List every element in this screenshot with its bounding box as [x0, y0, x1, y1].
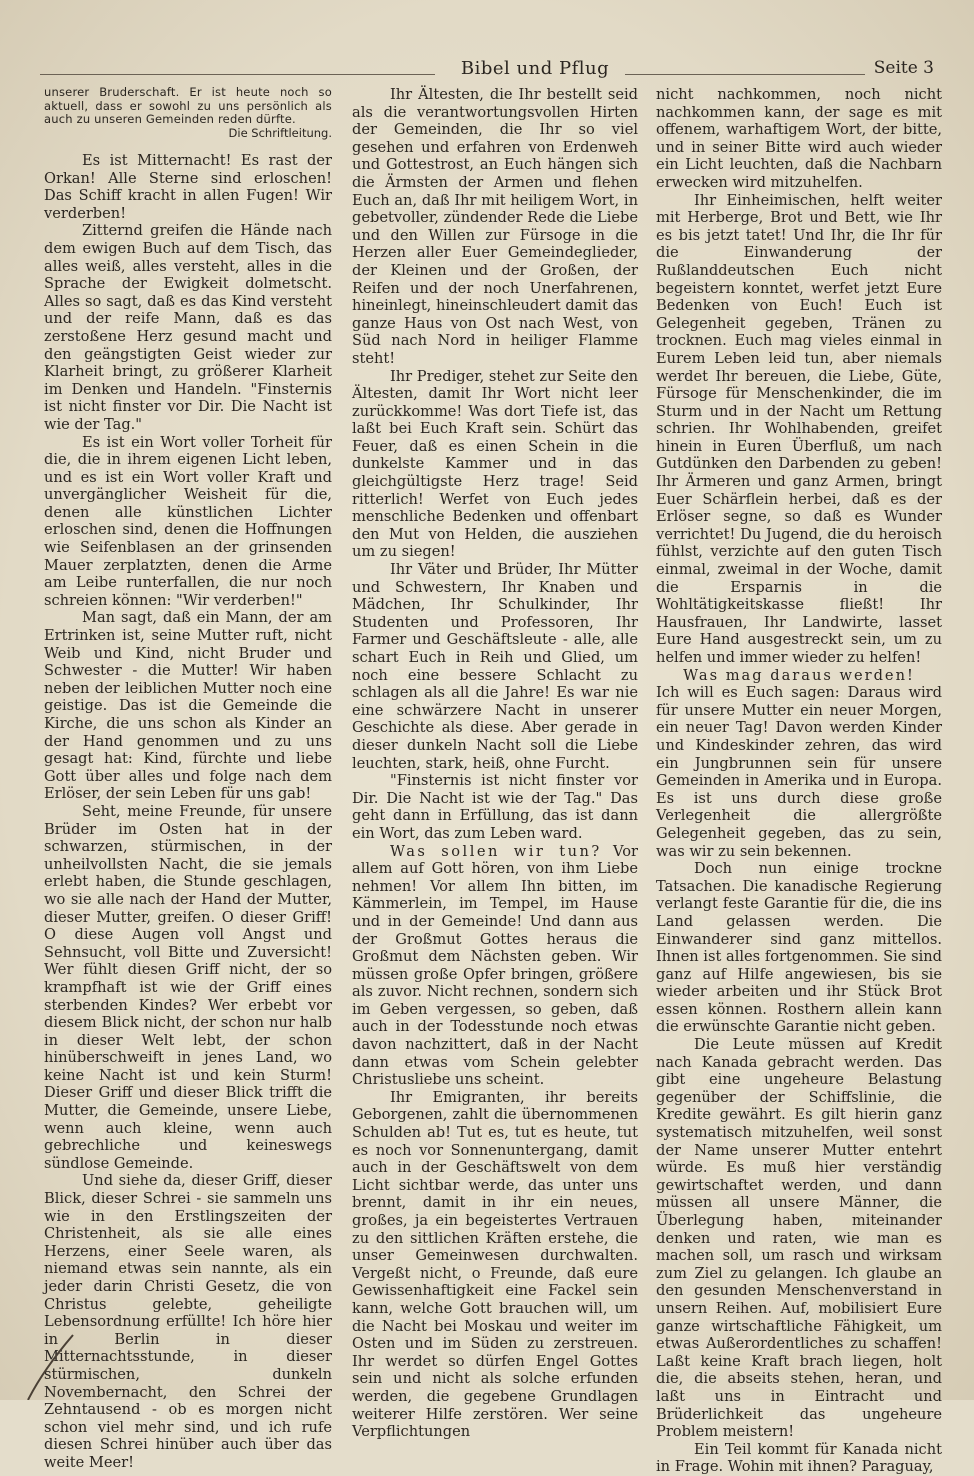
paragraph: Man sagt, daß ein Mann, der am Ertrinken ist, seine Mutter ruft, nicht Weib und Kind, nicht Bruder und Schwester - die Mutter! Wir haben neben der leiblichen Mutter noch eine geistige. Das ist die Gemeinde die Kirche, die uns schon als Kinder an der Hand genommen und zu uns gesagt hat: Kind, fürchte und liebe Gott über alles und folge nach dem Erlöser, der sein Leben für uns gab! [44, 609, 332, 803]
paragraph: Ihr Prediger, stehet zur Seite den Ältesten, damit Ihr Wort nicht leer zurückkomme! Was dort Tiefe ist, das laßt bei Euch Kraft sein. Schürt das Feuer, daß es einen Schein in die dunkelste Kammer und in das gleichgültigste Herz trage! Seid ritterlich! Werfet von Euch jedes menschliche Bedenken und offenbart den Mut von Helden, die ausziehen um zu siegen! [352, 367, 638, 561]
paragraph: Und siehe da, dieser Griff, dieser Blick, dieser Schrei - sie sammeln uns wie in den Erstlingszeiten der Christenheit, als sie alle eines Herzens, einer Seele waren, als niemand etwas sein nannte, als ein jeder darin Christi Gesetz, die von Christus gelebte, geheiligte Lebensordnung erfüllte! Ich höre hier in Berlin in dieser Mitternachtsstunde, in dieser stürmischen, dunkeln Novembernacht, den Schrei der Zehntausend - ob es morgen nicht schon viel mehr sind, und ich rufe diesen Schrei hinüber auch über das weite Meer! [44, 1172, 332, 1471]
paragraph-text: Vor allem auf Gott hören, von ihm Liebe nehmen! Vor allem Ihn bitten, im Kämmerlein, im Tempel, im Hause und in der Gemeinde! Und dann aus der Großmut Gottes heraus die Großmut dem Nächsten geben. Wir müssen große Opfer bringen, größere als zuvor. Nicht rechnen, sondern sich im Geben vergessen, so geben, daß auch in der Todesstunde noch etwas davon nachzittert, daß in der Nacht dann etwas vom Schein gelebter Christusliebe uns scheint. [352, 842, 639, 1089]
paragraph: Es ist ein Wort voller Torheit für die, die in ihrem eigenen Licht leben, und es ist ein Wort voller Kraft und unvergänglicher Weisheit für die, denen alle künstlichen Lichter erloschen sind, denen die Hoffnungen wie Seifenblasen an der grinsenden Mauer zerplatzten, denen die Arme am Leibe runterfallen, die nur noch schreien können: "Wir verderben!" [44, 433, 332, 609]
paragraph: Doch nun einige trockne Tatsachen. Die kanadische Regierung verlangt feste Garantie für die, die ins Land gelassen werden. Die Einwanderer sind ganz mittellos. Ihnen ist alles fortgenommen. Sie sind ganz auf Hilfe angewiesen, bis sie wieder arbeiten und ihr Stück Brot essen können. Rosthern allein kann die erwünschte Garantie nicht geben. [656, 860, 942, 1036]
header-rule-right [625, 74, 865, 75]
page-title: Bibel und Pflug [460, 58, 610, 79]
header-rule-left [40, 74, 435, 75]
paragraph: Zitternd greifen die Hände nach dem ewigen Buch auf dem Tisch, das alles weiß, alles versteht, alles in die Sprache der Ewigkeit dolmetscht. Alles so sagt, daß es das Kind versteht und der reife Mann, daß es das zerstoßene Herz gesund macht und den geängstigten Geist wieder zur Klarheit bringt, zu größerer Klarheit im Denken und Handeln. "Finsternis ist nicht finster vor Dir. Die Nacht ist wie der Tag." [44, 222, 332, 433]
paragraph: Ein Teil kommt für Kanada nicht in Frage. Wohin mit ihnen? Paraguay, [656, 1440, 942, 1476]
paragraph: Ich will es Euch sagen: Daraus wird für unsere Mutter ein neuer Morgen, ein neuer Tag! Davon werden Kinder und Kindeskinder zehren, das wird ein Jungbrunnen sein für unsere Gemeinden in Amerika und in Europa. Es ist uns durch diese große Verlegenheit die allergrößte Gelegenheit gegeben, das zu sein, was wir zu sein bekennen. [656, 684, 942, 860]
paragraph: Ihr Einheimischen, helft weiter mit Herberge, Brot und Bett, wie Ihr es bis jetzt tatet! Und Ihr, die Ihr für die Einwanderung der Rußlanddeutschen Euch nicht begeistern konntet, werfet jetzt Eure Bedenken von Euch! Euch ist Gelegenheit gegeben, Tränen zu trocknen. Euch mag vieles einmal in Eurem Leben leid tun, aber niemals werdet Ihr bereuen, die Liebe, Güte, Fürsoge für Menschenkinder, die im Sturm und in der Nacht um Rettung schrien. Ihr Wohlhabenden, greifet hinein in Euren Überfluß, um nach Gutdünken den Darbenden zu geben! Ihr Ärmeren und ganz Armen, bringt Euer Schärflein herbei, daß es der Erlöser segne, so daß es Wunder verrichtet! Du Jugend, die du heroisch fühlst, verzichte auf den guten Tisch einmal, zweimal in der Woche, damit die Ersparnis in die Wohltätigkeitskasse fließt! Ihr Hausfrauen, Ihr Landwirte, lasset Eure Hand ausgestreckt sein, um zu helfen und immer wieder zu helfen! [656, 191, 942, 666]
paragraph [352, 843, 638, 1089]
section-heading: Was mag daraus werden! [683, 666, 915, 684]
column-2 [352, 86, 638, 1441]
paragraph: Ihr Emigranten, ihr bereits Geborgenen, zahlt die übernommenen Schulden ab! Tut es, tut es heute, tut es noch vor Sonnenuntergang, damit auch in der Geschäftswelt von dem Licht sichtbar werde, das unter uns brennt, damit in ihr ein neues, großes, ja ein begeistertes Vertrauen zu den sittlichen Kräften erstehe, die unser Gemeinwesen durchwalten. Vergeßt nicht, o Freunde, daß eure Gewissenhaftigkeit eine Fackel sein kann, welche Gott brauchen will, um die Nacht bei Moskau und weiter im Osten und im Süden zu zerstreuen. Ihr werdet so dürfen Engel Gottes sein und nicht als solche erfunden werden, die gegebene Grundlagen weiterer Hilfe zerstören. Wer seine Verpflichtungen [352, 1088, 638, 1441]
page-number: Seite 3 [873, 58, 934, 78]
editor-signature: Die Schriftleitung. [228, 125, 332, 140]
paper-crease-mark [18, 1330, 78, 1400]
paragraph: Ihr Väter und Brüder, Ihr Mütter und Schwestern, Ihr Knaben und Mädchen, Ihr Schulkinder, Ihr Studenten und Professoren, Ihr Farmer und Geschäftsleute - alle, alle schart Euch in Reih und Glied, um noch eine bessere Schlacht zu schlagen als all die Jahre! Es war nie eine schwärzere Nacht in unserer Geschichte als diese. Aber gerade in dieser dunkeln Nacht soll die Liebe leuchten, stark, heiß, ohne Furcht. [352, 561, 638, 772]
column-3 [656, 86, 942, 1476]
page-header [40, 58, 944, 86]
column-1 [44, 86, 332, 1472]
section-question: Was sollen wir tun? [390, 842, 602, 860]
paragraph: Ihr Ältesten, die Ihr bestellt seid als die verantwortungsvollen Hirten der Gemeinden, die Ihr so viel gesehen und erfahren von Erdenweh und Gottestrost, an Euch hängen sich die Ärmsten der Armen und flehen Euch an, daß Ihr mit heiligem Wort, in gebetvoller, zündender Rede die Liebe und den Willen zur Fürsoge in die Herzen aller Euer Gemeindeglieder, der Kleinen und der Großen, der Reifen und der noch Unerfahrenen, hineinlegt, hineinschleudert damit das ganze Haus von Ost nach West, von Süd nach Nord in heiliger Flamme steht! [352, 86, 638, 367]
paragraph: Seht, meine Freunde, für unsere Brüder im Osten hat in der schwarzen, stürmischen, in der unheilvollsten Nacht, die sie jemals erlebt haben, die Stunde geschlagen, wo sie alle nach der Hand der Mutter, dieser Mutter, greifen. O dieser Griff! O diese Augen voll Angst und Sehnsucht, voll Bitte und Zuversicht! Wer fühlt diesen Griff nicht, der so krampfhaft ist wie der Griff eines sterbenden Kindes? Wer erbebt vor diesem Blick nicht, der schon nur halb in dieser Welt lebt, der schon hinüberschweift in jenes Land, wo keine Nacht ist und kein Sturm! Dieser Griff und dieser Blick trifft die Mutter, die Gemeinde, unsere Liebe, wenn auch kleine, wenn auch gebrechliche und keineswegs sündlose Gemeinde. [44, 802, 332, 1172]
paragraph: Es ist Mitternacht! Es rast der Orkan! Alle Sterne sind erloschen! Das Schiff kracht in allen Fugen! Wir verderben! [44, 152, 332, 222]
paragraph: nicht nachkommen, noch nicht nachkommen kann, der sage es mit offenem, warhaftigem Wort, der bitte, und in seiner Bitte wird auch wieder ein Licht leuchten, daß die Nachbarn erwecken wird mitzuhelfen. [656, 86, 942, 191]
editor-note: unserer Bruderschaft. Er ist heute noch so aktuell, dass er sowohl zu uns persönlich als auch zu unseren Gemeinden reden dürfte. [44, 85, 332, 126]
paragraph: "Finsternis ist nicht finster vor Dir. Die Nacht ist wie der Tag." Das geht dann in Erfüllung, das ist dann ein Wort, das zum Leben ward. [352, 772, 638, 842]
paragraph: Die Leute müssen auf Kredit nach Kanada gebracht werden. Das gibt eine ungeheure Belastung gegenüber der Schiffslinie, die Kredite gewährt. Es gilt hierin ganz systematisch mitzuhelfen, weil sonst der Name unserer Mutter entehrt würde. Es muß hier verständig gewirtschaftet werden, und dann müssen all unsere Männer, die Überlegung haben, miteinander denken und raten, wie man es machen soll, um rasch und wirksam zum Ziel zu gelangen. Ich glaube an den gesunden Menschenverstand in unsern Reihen. Auf, mobilisiert Eure ganze wirtschaftliche Fähigkeit, um etwas Außerordentliches zu schaffen! Laßt keine Kraft brach liegen, holt die, die abseits stehen, heran, und laßt uns in Eintracht und Brüderlichkeit das ungeheure Problem meistern! [656, 1036, 942, 1441]
